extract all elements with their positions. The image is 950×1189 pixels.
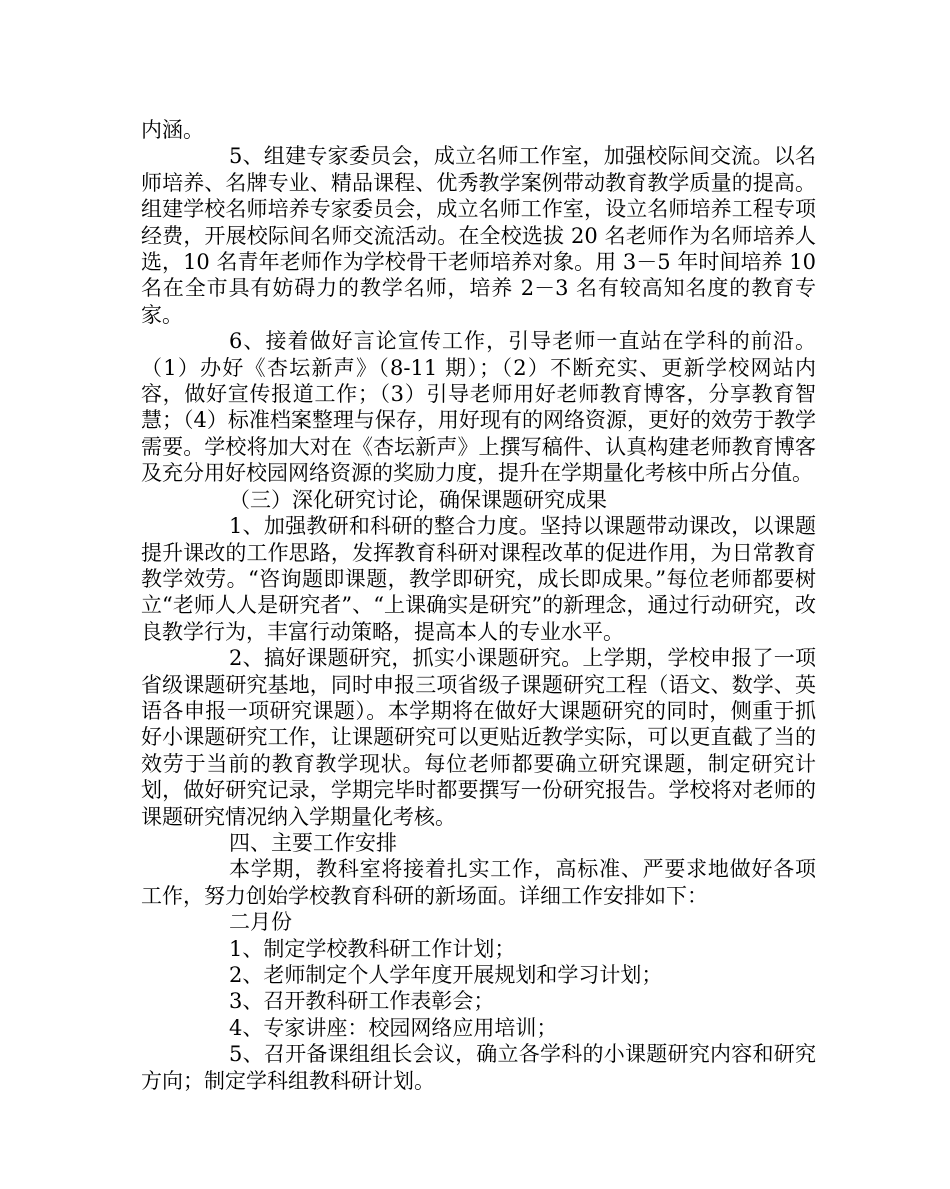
paragraph-item-6-publicity: 6、接着做好言论宣传工作，引导老师一直站在学科的前沿。（1）办好《杏坛新声》（8-11 期）；（2）不断充实、更新学校网站内容，做好宣传报道工作；（3）引导老师用好老师教育博客，分享教育智慧；（4）标准档案整理与保存，用好现有的网络资源，更好的效劳于教学需要。学校将加大对在《杏坛新声》上撰写稿件、认真构建老师教育博客及充分用好校园网络资源的奖励力度，提升在学期量化考核中所占分值。 <box>141 329 816 486</box>
list-item: 5、召开备课组组长会议，确立各学科的小课题研究内容和研究方向；制定学科组教科研计划。 <box>141 1042 816 1093</box>
section-heading-work-arrangement: 四、主要工作安排 <box>229 830 397 855</box>
month-heading-february: 二月份 <box>229 910 292 935</box>
paragraph-item-5-expert-committee: 5、组建专家委员会，成立名师工作室，加强校际间交流。以名师培养、名牌专业、精品课程、优秀教学案例带动教育教学质量的提高。组建学校名师培养专家委员会，成立名师工作室，设立名师培养工程专项经费，开展校际间名师交流活动。在全校选拔 20 名老师作为名师培养人选，10 名青年老师作为学校骨干老师培养对象。用 3－5 年时间培养 10 名在全市具有妨碍力的教学名师，培养 2－3 名有较高知名度的教育专家。 <box>141 144 816 327</box>
paragraph-continuation: 内涵。 <box>141 118 204 142</box>
paragraph-item-1-integration: 1、加强教研和科研的整合力度。坚持以课题带动课改，以课题提升课改的工作思路，发挥教育科研对课程改革的促进作用，为日常教育教学效劳。“咨询题即课题，教学即研究，成长即成果。”每位老师都要树立“老师人人是研究者”、“上课确实是研究”的新理念，通过行动研究，改良教学行为，丰富行动策略，提高本人的专业水平。 <box>141 514 816 644</box>
list-item: 3、召开教科研工作表彰会； <box>229 989 495 1014</box>
paragraph-semester-intro: 本学期，教科室将接着扎实工作，高标准、严要求地做好各项工作，努力创始学校教育科研的新场面。详细工作安排如下： <box>141 857 816 908</box>
list-item: 1、制定学校教科研工作计划； <box>229 936 516 961</box>
list-item: 4、专家讲座：校园网络应用培训； <box>229 1015 558 1040</box>
section-heading-deepen-research: （三）深化研究讨论，确保课题研究成果 <box>229 487 607 512</box>
list-item: 2、老师制定个人学年度开展规划和学习计划； <box>229 963 663 987</box>
paragraph-item-2-topic-research: 2、搞好课题研究，抓实小课题研究。上学期，学校申报了一项省级课题研究基地，同时申报三项省级子课题研究工程（语文、数学、英语各申报一项研究课题）。本学期将在做好大课题研究的同时，侧重于抓好小课题研究工作，让课题研究可以更贴近教学实际，可以更直截了当的效劳于当前的教育教学现状。每位老师都要确立研究课题，制定研究计划，做好研究记录，学期完毕时都要撰写一份研究报告。学校将对老师的课题研究情况纳入学期量化考核。 <box>141 646 816 829</box>
document-page <box>141 117 816 1094</box>
